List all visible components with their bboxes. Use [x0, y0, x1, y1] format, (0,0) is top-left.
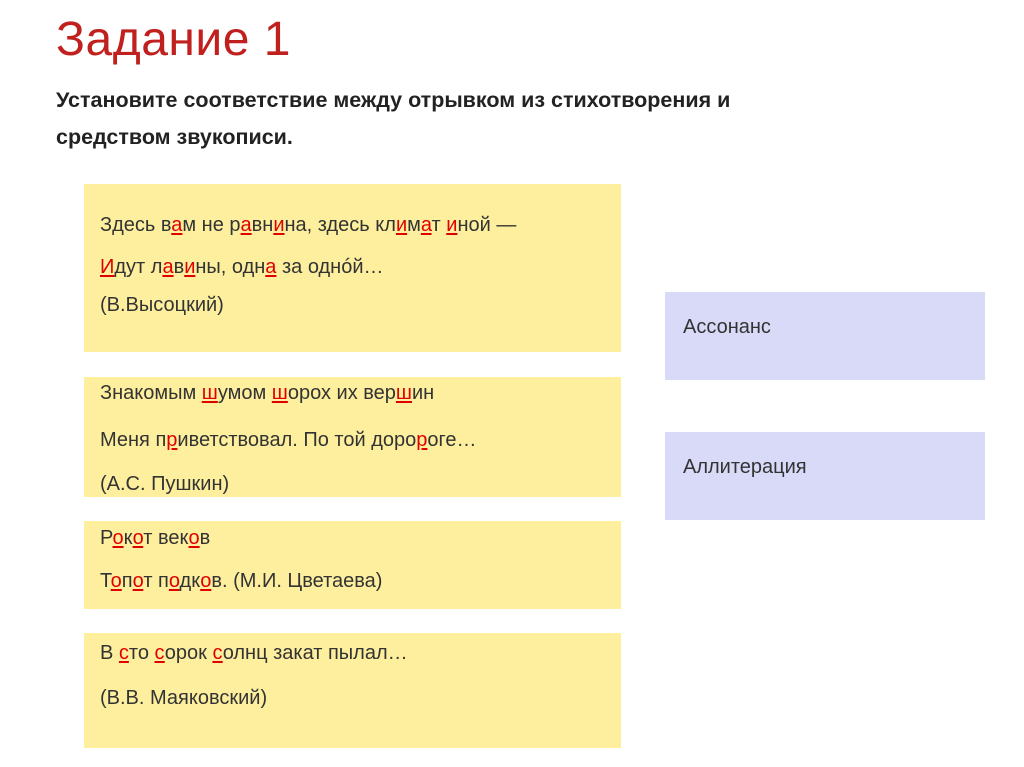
line-text: Здесь в — [100, 214, 172, 236]
highlighted-sound: и — [395, 214, 408, 236]
line-text: орок — [164, 642, 213, 664]
line-text: (А.С. Пушкин) — [100, 473, 230, 495]
line-text: (В.Высоцкий) — [100, 294, 224, 316]
highlighted-sound: с — [212, 642, 223, 664]
poem-line — [100, 429, 476, 452]
line-text: олнц закат пылал… — [222, 642, 408, 664]
device-label: Ассонанс — [683, 316, 771, 338]
line-text: В — [100, 642, 119, 664]
line-text: на, здесь кл — [284, 214, 396, 236]
excerpt-card-pushkin[interactable] — [84, 377, 621, 497]
line-text: умом — [217, 382, 272, 404]
highlighted-sound: с — [118, 642, 129, 664]
highlighted-sound: а — [240, 214, 252, 236]
excerpt-card-mayakovsky[interactable] — [84, 633, 621, 748]
device-card-alliteration[interactable] — [665, 432, 985, 520]
highlighted-sound: с — [154, 642, 165, 664]
slide-title: Задание 1 — [56, 13, 291, 66]
highlighted-sound: а — [171, 214, 183, 236]
line-text: к — [123, 527, 133, 549]
excerpt-card-tsvetaeva[interactable] — [84, 521, 621, 609]
line-text: п — [121, 570, 133, 592]
poem-line — [100, 294, 224, 317]
line-text: иветствовал. По той доро — [177, 429, 417, 451]
highlighted-sound: и — [446, 214, 458, 236]
line-text: т — [431, 214, 447, 236]
task-instruction — [56, 82, 956, 156]
instruction-line: Установите соответствие между отрывком из стихотворения и — [56, 88, 731, 112]
line-text: м не р — [182, 214, 241, 236]
line-text: оге… — [427, 429, 477, 451]
device-label: Аллитерация — [683, 456, 807, 478]
line-text: Меня п — [100, 429, 167, 451]
line-text: то — [128, 642, 155, 664]
line-text: за однóй… — [276, 256, 384, 278]
poem-line — [100, 382, 434, 405]
highlighted-sound: о — [110, 570, 122, 592]
poem-line — [100, 473, 229, 496]
highlighted-sound: о — [132, 527, 144, 549]
highlighted-sound: р — [416, 429, 428, 451]
line-text: ны, одн — [195, 256, 266, 278]
poem-line — [100, 256, 384, 279]
poem-line — [100, 214, 516, 237]
line-text: Р — [100, 527, 113, 549]
highlighted-sound: ш — [395, 382, 412, 404]
line-text: Знакомым — [100, 382, 202, 404]
line-text: вн — [251, 214, 274, 236]
line-text: м — [407, 214, 421, 236]
line-text: Т — [100, 570, 111, 592]
line-text: (В.В. Маяковский) — [100, 687, 268, 709]
highlighted-sound: о — [112, 527, 124, 549]
highlighted-sound: р — [166, 429, 178, 451]
instruction-line: средством звукописи. — [56, 125, 293, 149]
highlighted-sound: и — [273, 214, 285, 236]
line-text: ин — [411, 382, 435, 404]
line-text: т п — [143, 570, 169, 592]
highlighted-sound: И — [100, 256, 115, 278]
line-text: в — [173, 256, 185, 278]
line-text: дк — [179, 570, 201, 592]
poem-line — [100, 642, 408, 665]
poem-line — [100, 570, 382, 593]
highlighted-sound: о — [200, 570, 212, 592]
poem-line — [100, 687, 267, 710]
line-text: в. (М.И. Цветаева) — [211, 570, 383, 592]
line-text: ной — — [457, 214, 517, 236]
device-card-assonance[interactable] — [665, 292, 985, 380]
highlighted-sound: а — [265, 256, 277, 278]
highlighted-sound: о — [168, 570, 180, 592]
highlighted-sound: о — [132, 570, 144, 592]
highlighted-sound: ш — [271, 382, 288, 404]
line-text: т век — [143, 527, 189, 549]
line-text: орох их вер — [287, 382, 396, 404]
line-text: в — [199, 527, 211, 549]
poem-line — [100, 527, 210, 550]
highlighted-sound: ш — [201, 382, 218, 404]
highlighted-sound: и — [184, 256, 196, 278]
highlighted-sound: а — [420, 214, 432, 236]
excerpt-card-vysotsky[interactable] — [84, 184, 621, 352]
highlighted-sound: о — [188, 527, 200, 549]
line-text: дут л — [114, 256, 163, 278]
highlighted-sound: а — [162, 256, 174, 278]
